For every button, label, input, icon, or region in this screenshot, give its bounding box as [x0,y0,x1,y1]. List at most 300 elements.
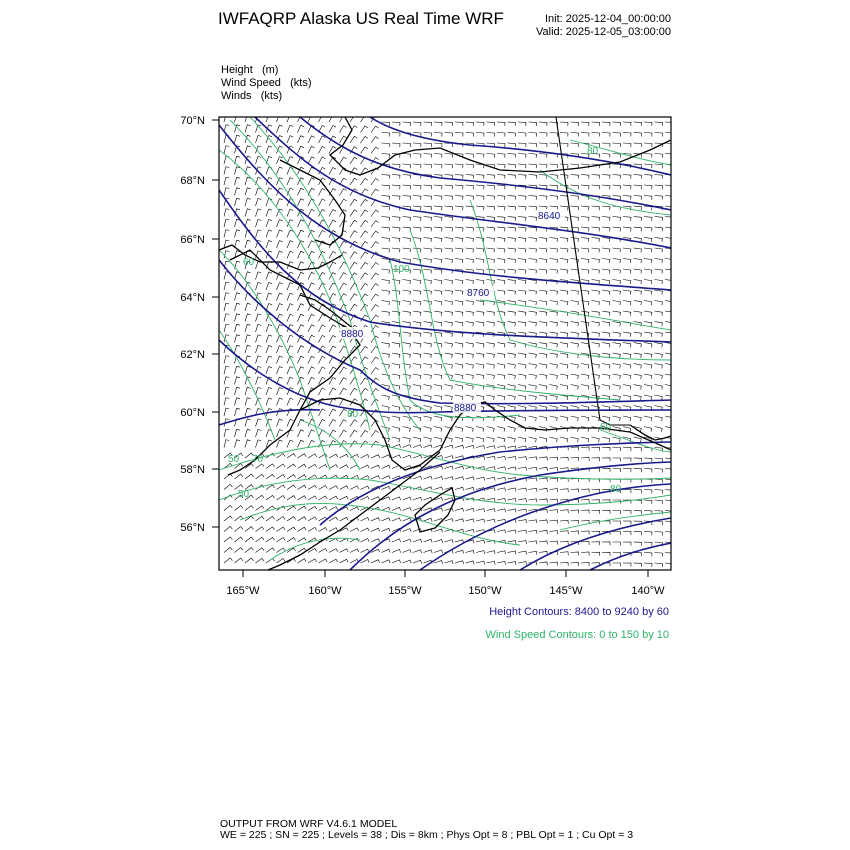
wind-barb [424,364,432,369]
wind-barb [329,409,336,416]
wind-barb [350,294,357,301]
wind-barb [256,156,262,164]
lon-label-165: 165°W [226,585,260,597]
wind-barb [550,478,558,482]
wind-barb [655,154,663,158]
wind-barb [403,385,411,390]
wind-barb [382,353,390,358]
wind-barb [581,531,589,535]
wind-barb [287,454,296,458]
wind-speed-contours [219,117,671,560]
wind-barb [361,178,368,185]
wind-barb [298,293,305,300]
wind-barb [518,143,526,147]
wind-barb [224,377,229,385]
wind-barb [434,143,442,147]
coastline-arctic [330,117,671,175]
wind-barb [592,332,600,337]
wind-barb [340,241,347,248]
wind-barb [665,563,673,567]
wind-barb [571,447,579,451]
wind-barb [560,364,568,369]
wind-barb [266,464,275,469]
wind-barb [224,366,229,374]
wind-barb [655,427,663,432]
wind-barb [529,248,537,252]
wind-barb [308,367,315,374]
wind-barb [424,196,432,200]
wind-barb [277,559,286,564]
wind-barb [634,133,642,137]
wind-barb [466,437,474,442]
lat-label-66: 66°N [180,234,205,246]
wind-barb [424,427,432,432]
wind-barb [403,497,412,500]
wind-barb [529,175,537,179]
wind-barb [571,510,579,514]
wind-barb [497,406,505,411]
wind-barb [602,437,610,442]
wind-barb [445,133,453,137]
wind-barb [560,353,568,358]
wind-barb [497,456,506,460]
wind-barb [644,259,652,264]
wind-barb [466,343,474,348]
wind-barb [256,251,262,259]
wind-barb [623,542,631,546]
wind-barb [287,464,296,468]
wind-barb [623,458,631,462]
wind-barb [665,290,673,295]
wind-barb [245,537,254,542]
wind-barb [298,251,305,258]
wind-barb [361,126,368,133]
wind-barb [487,519,496,522]
wind-barb [644,374,652,379]
wind-barb [571,416,579,421]
wind-barb [445,519,454,522]
wind-barb [256,527,265,532]
wind-barb [560,143,568,147]
wind-barb [245,114,251,122]
wind-barb [382,455,391,458]
wind-barb [445,227,453,231]
wind-barb [445,353,453,358]
wind-barb [592,447,600,451]
wind-barb [581,175,589,179]
wind-barb [623,448,631,452]
wind-barb [455,343,463,348]
wind-barb [529,551,537,554]
wind-barb [424,248,432,252]
wind-barb [455,427,463,432]
wind-barb [235,474,243,479]
wind-barb [497,290,505,295]
wind-barb [424,385,432,390]
wind-barb [455,550,464,553]
wind-barb [497,364,505,369]
wind-barb [623,269,631,274]
wind-barb [245,167,251,175]
wind-barb [392,332,400,337]
wind-barb [308,335,315,342]
wind-barb [487,343,495,348]
wind-barb [434,487,443,490]
height-contour [370,117,671,175]
wind-barb [382,465,391,468]
wind-barb [256,135,262,143]
wind-barb [518,280,526,285]
wind-barb [665,553,673,557]
wind-barb [613,437,621,442]
wind-barb [329,507,338,511]
wind-barb [592,343,600,348]
wind-barb [560,457,568,461]
lat-label-64: 64°N [180,292,205,304]
wind-barb [508,457,517,460]
wind-barb [560,478,568,482]
wind-barb [550,364,558,369]
wind-barb [550,196,558,200]
wind-barb [644,290,652,295]
wind-barb [508,280,516,285]
wind-barb [655,469,663,473]
wind-contour [219,444,671,480]
wind-barb [235,506,243,511]
wind-barb [319,230,326,237]
wind-barb [224,505,232,510]
wind-barb [266,220,272,228]
wind-barb [287,230,293,237]
wind-barb [413,374,421,379]
wind-barb [487,269,495,274]
wind-barb [644,332,652,337]
wind-barb [413,122,421,126]
wind-barb [613,133,621,137]
wind-barb [392,437,400,442]
wind-barb [665,227,673,231]
wind-barb [224,547,232,552]
wind-barb [308,272,315,279]
wind-barb [266,367,272,375]
wind-barb [361,231,368,238]
wind-barb [497,280,505,285]
wind-barb [287,335,293,342]
wind-barb [224,356,229,364]
wind-barb [403,311,411,316]
wind-barb [277,251,283,258]
wind-barb [497,143,505,147]
wind-barb [655,490,663,494]
wind-label: 80 [610,484,622,495]
wind-barb [529,467,537,470]
wind-barb [413,269,421,274]
wind-barb [434,196,442,200]
wind-barb [613,290,621,295]
wind-barb [277,527,286,532]
wind-barb [613,227,621,231]
wind-barb [424,206,432,210]
wind-barb [361,262,368,269]
wind-barb [277,241,283,248]
wind-barb [655,364,663,369]
wind-barb [602,238,610,242]
wind-contour-info: Wind Speed Contours: 0 to 150 by 10 [485,629,669,641]
wind-barb [560,322,568,327]
wind-barb [277,346,283,353]
wind-barb [487,154,495,158]
wind-barb [382,154,390,158]
wind-barb [602,322,610,327]
wind-barb [497,437,505,442]
wind-barb [413,364,421,369]
wind-barb [497,259,505,264]
wind-barb [508,238,516,242]
wind-barb [319,199,326,206]
wind-barb [476,280,484,285]
wind-barb [277,199,283,206]
wind-barb [298,199,305,206]
wind-barb [623,511,631,515]
wind-barb [434,437,442,442]
wind-barb [550,322,558,327]
wind-barb [235,537,243,542]
coastline-bristol-bay [300,398,440,470]
wind-barb [340,496,349,500]
wind-barb [592,500,600,504]
wind-barb [424,122,432,126]
wind-barb [413,497,422,500]
wind-barb [287,475,296,479]
wind-barb [413,332,421,337]
wind-barb [592,290,600,295]
wind-barb [487,311,495,316]
wind-barb [466,529,475,532]
wind-barb [308,506,317,510]
wind-barb [287,125,293,132]
wind-barb [371,368,379,375]
wind-barb [403,508,412,511]
wind-barb [466,248,474,252]
wind-barb [277,167,283,174]
wind-barb [539,175,547,179]
wind-barb [497,227,505,231]
wind-barb [256,387,262,395]
wind-contour [219,150,370,430]
wind-barb [529,280,537,285]
wind-barb [623,133,631,137]
wind-barb [623,416,631,421]
wind-barb [266,230,272,238]
wind-barb [361,549,370,553]
wind-barb [529,374,537,379]
wind-barb [287,367,293,374]
wind-barb [434,395,442,400]
wind-barb [466,477,475,480]
wind-label: 80 [347,409,359,420]
wind-barb [266,527,275,532]
wind-barb [403,122,411,126]
wind-barb [497,133,505,137]
wind-barb [266,293,272,301]
wind-barb [539,133,547,137]
wind-barb [371,242,379,249]
wind-barb [434,477,443,480]
wind-barb [224,146,229,154]
wind-barb [592,238,600,242]
wind-barb [644,563,652,567]
wind-barb [350,199,357,206]
wind-barb [560,248,568,252]
wind-barb [592,427,600,432]
wind-barb [466,395,474,400]
wind-barb [235,303,241,311]
wind-barb [403,196,411,200]
wind-barb [266,199,272,207]
wind-barb [392,196,400,200]
wind-barb [361,430,368,437]
wind-barb [256,198,262,206]
wind-barb [655,259,663,264]
wind-barb [539,457,547,461]
wind-barb [634,364,642,369]
wind-barb [550,259,558,264]
wind-barb [592,552,600,556]
wind-barb [623,374,631,379]
wind-barb [382,248,390,252]
wind-barb [518,164,526,168]
wind-barb [634,437,642,442]
wind-barb [560,416,568,421]
wind-barb [497,467,506,471]
wind-barb [329,262,336,269]
wind-contour [240,503,520,545]
wind-barb [508,259,516,264]
wind-label: 100 [393,264,410,275]
wind-barb [476,311,484,316]
wind-barb [644,301,652,306]
wind-barb [634,259,642,264]
wind-barb [602,122,610,126]
wind-barb [277,367,283,374]
lon-label-140: 140°W [631,585,665,597]
wind-barb [581,563,589,567]
wind-barb [434,406,442,411]
wind-barb [256,282,262,290]
wind-barb [508,374,516,379]
wind-barb [571,437,579,442]
wind-barb [287,377,293,384]
wind-barb [329,126,336,133]
wind-barb [613,122,621,126]
wind-barb [655,238,663,242]
wind-barb [361,199,368,206]
wind-barb [518,457,527,461]
wind-barb [308,178,315,185]
wind-barb [466,364,474,369]
wind-barb [539,164,547,168]
wind-barb [277,115,283,122]
wind-barb [235,198,241,206]
wind-barb [298,272,305,279]
wind-barb [392,143,400,147]
wind-barb [581,238,589,242]
wind-barb [592,542,600,546]
wind-barb [466,322,474,327]
wind-barb [634,490,642,494]
wind-barb [560,562,568,566]
wind-barb [634,343,642,348]
wind-barb [382,560,391,563]
wind-barb [224,537,232,542]
wind-barb [245,324,251,332]
wind-barb [581,259,589,264]
wind-barb [256,506,265,511]
wind-barb [487,185,495,189]
wind-barb [634,458,642,462]
wind-barb [550,395,558,400]
wind-barb [497,196,505,200]
wind-barb [413,280,421,285]
wind-barb [361,210,368,217]
wind-barb [497,206,505,210]
wind-barb [602,332,610,337]
wind-barb [644,217,652,221]
wind-barb [529,322,537,327]
wind-barb [602,385,610,390]
wind-barb [413,437,421,442]
wind-barb [434,311,442,316]
wind-barb [550,164,558,168]
wind-barb [634,500,642,504]
wind-barb [466,238,474,242]
wind-barb [655,290,663,295]
wind-barb [392,280,400,285]
wind-barb [319,465,328,469]
wind-barb [455,508,464,511]
wind-barb [266,346,272,354]
wind-barb [403,427,411,432]
wind-barb [487,467,496,470]
wind-barb [319,188,326,195]
wind-barb [550,468,558,472]
wind-barb [613,553,621,557]
wind-barb [329,465,338,469]
wind-barb [592,248,600,252]
wind-barb [340,409,347,416]
wind-barb [371,465,380,468]
wind-barb [665,479,673,483]
wind-barb [329,420,336,427]
wind-barb [245,548,254,553]
wind-barb [403,332,411,337]
wind-barb [382,290,390,295]
wind-barb [665,332,673,337]
wind-barb [329,549,338,553]
wind-barb [308,517,317,521]
wind-barb [644,311,652,316]
wind-barb [655,395,663,400]
wind-barb [539,364,547,369]
wind-barb [413,416,421,421]
wind-barb [298,262,305,269]
wind-barb [518,541,527,545]
wind-barb [487,353,495,358]
wind-barb [256,272,262,280]
wind-barb [466,385,474,390]
wind-barb [224,387,229,395]
wind-barb [371,455,380,458]
